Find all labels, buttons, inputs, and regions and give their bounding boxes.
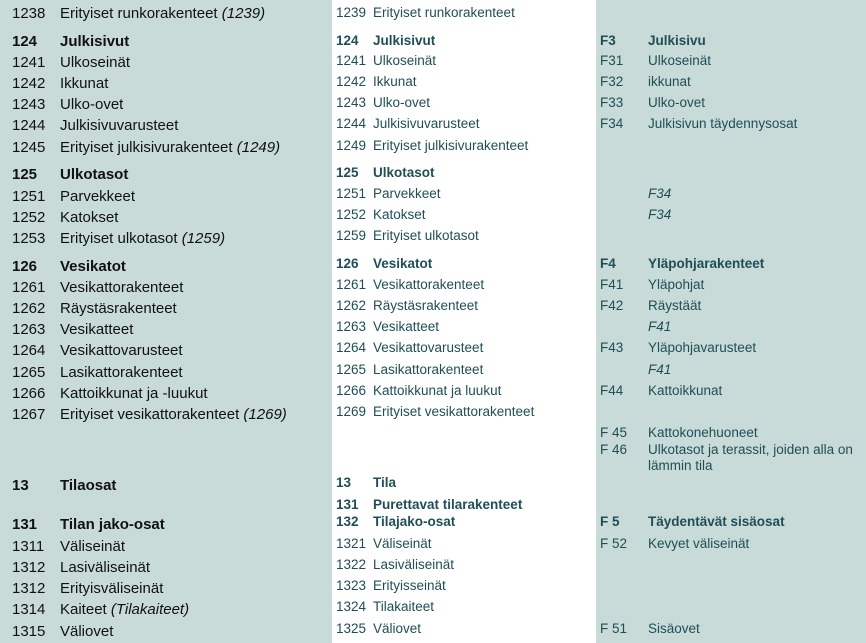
row-code: 1315: [12, 623, 46, 640]
row-label: Kattoikkunat: [648, 383, 723, 398]
row-code: 1263: [336, 319, 367, 334]
row-label: Erityiset runkorakenteet (1239): [60, 5, 266, 22]
row-label: Yläpohjavarusteet: [648, 340, 757, 355]
row-code: F31: [600, 53, 624, 68]
row-code: F 5: [600, 514, 620, 529]
row-code: 1251: [12, 188, 46, 205]
row-code: F32: [600, 74, 624, 89]
row-label: Sisäovet: [648, 621, 700, 636]
row-code: F44: [600, 383, 624, 398]
row-label: Vesikatteet: [373, 319, 440, 334]
row-label: Ulkoseinät: [648, 53, 712, 68]
row-code: 1311: [12, 538, 45, 555]
row-label: Kattoikkunat ja -luukut: [60, 385, 208, 402]
row-note: (1249): [232, 139, 281, 156]
row-label: Väliovet: [60, 623, 114, 640]
row-label: Erityiset vesikattorakenteet: [373, 404, 535, 419]
row-label: Katokset: [373, 207, 426, 222]
row-label: Vesikatot: [60, 258, 126, 275]
row-code: 132: [336, 514, 359, 529]
row-label: Ulkoseinät: [60, 54, 131, 71]
row-label: Yläpohjarakenteet: [648, 256, 765, 271]
row-label: Erityiset julkisivurakenteet: [373, 138, 529, 153]
row-code: 1241: [12, 54, 46, 71]
row-code: 1249: [336, 138, 367, 153]
row-code: 1264: [12, 342, 46, 359]
row-code: F 45: [600, 425, 628, 440]
row-label: Julkisivuvarusteet: [373, 116, 480, 131]
row-label: F41: [648, 319, 672, 334]
row-label: Kaiteet (Tilakaiteet): [60, 601, 190, 618]
row-code: 1242: [336, 74, 367, 89]
row-label: Räystäät: [648, 298, 702, 313]
row-code: 1244: [12, 117, 46, 134]
row-code: 1312: [12, 580, 46, 597]
row-code: 13: [336, 475, 352, 490]
row-code: 1261: [336, 277, 367, 292]
column-original-codes: [0, 0, 332, 643]
row-label: Erityisväliseinät: [60, 580, 164, 597]
row-code: 1325: [336, 621, 367, 636]
row-note: (1269): [239, 406, 287, 423]
row-label: Ikkunat: [60, 75, 109, 92]
row-code: 1252: [336, 207, 367, 222]
row-label: Tilajako-osat: [373, 514, 456, 529]
row-code: 1253: [12, 230, 46, 247]
row-code: F34: [600, 116, 624, 131]
row-label: Erityisseinät: [373, 578, 446, 593]
row-code: 124: [336, 33, 359, 48]
row-label: Ulkotasot ja terassit, joiden alla on: [648, 442, 853, 457]
row-label: Erityiset runkorakenteet: [373, 5, 515, 20]
row-label: F41: [648, 362, 672, 377]
row-label: Erityiset ulkotasot (1259): [60, 230, 226, 247]
row-label: Väliseinät: [373, 536, 432, 551]
row-code: F42: [600, 298, 624, 313]
row-label: Vesikatteet: [60, 321, 134, 338]
row-code: 1312: [12, 559, 46, 576]
row-code: 125: [12, 166, 38, 183]
row-label: Julkisivut: [373, 33, 436, 48]
row-code: 1323: [336, 578, 367, 593]
row-code: 1265: [12, 364, 46, 381]
row-code: 1263: [12, 321, 46, 338]
row-code: 1314: [12, 601, 46, 618]
row-code: 1251: [336, 186, 367, 201]
row-label: Ikkunat: [373, 74, 417, 89]
row-code: F33: [600, 95, 624, 110]
row-label: Väliovet: [373, 621, 422, 636]
row-code: 1242: [12, 75, 46, 92]
column-renovation-codes: [332, 0, 596, 643]
row-code: F 51: [600, 621, 628, 636]
row-code: 1322: [336, 557, 367, 572]
row-label: Tilaosat: [60, 477, 117, 494]
row-label: Ulko-ovet: [60, 96, 124, 113]
row-label: Lasikattorakenteet: [373, 362, 484, 377]
row-label: Vesikattovarusteet: [60, 342, 183, 359]
row-label: F34: [648, 207, 672, 222]
row-label: Erityiset julkisivurakenteet (1249): [60, 139, 281, 156]
row-label: Lasiväliseinät: [373, 557, 455, 572]
row-label: Ulkotasot: [60, 166, 129, 183]
row-label: Vesikattorakenteet: [60, 279, 184, 296]
row-label: lämmin tila: [648, 458, 713, 473]
row-code: 1238: [12, 5, 46, 22]
row-label: ikkunat: [648, 74, 691, 89]
row-label: Väliseinät: [60, 538, 126, 555]
row-code: 1259: [336, 228, 367, 243]
row-code: F3: [600, 33, 616, 48]
row-code: 1252: [12, 209, 46, 226]
row-code: 131: [12, 516, 38, 533]
row-code: 1244: [336, 116, 367, 131]
row-label: Katokset: [60, 209, 119, 226]
row-code: 1243: [336, 95, 367, 110]
row-label: Julkisivut: [60, 33, 130, 50]
row-code: 126: [336, 256, 359, 271]
row-label: Kattokonehuoneet: [648, 425, 758, 440]
row-label: Tilakaiteet: [373, 599, 435, 614]
column-f-codes: [596, 0, 866, 643]
row-label: Räystäsrakenteet: [60, 300, 177, 317]
row-label: Parvekkeet: [60, 188, 136, 205]
row-label: Erityiset ulkotasot: [373, 228, 479, 243]
row-label: Julkisivu: [648, 33, 706, 48]
row-label: F34: [648, 186, 672, 201]
row-code: 131: [336, 497, 359, 512]
row-label: Purettavat tilarakenteet: [373, 497, 523, 512]
row-label: Täydentävät sisäosat: [648, 514, 785, 529]
row-label: Tilan jako-osat: [60, 516, 165, 533]
row-code: 1262: [336, 298, 367, 313]
row-label: Julkisivun täydennysosat: [648, 116, 798, 131]
row-label: Räystäsrakenteet: [373, 298, 479, 313]
row-label: Vesikatot: [373, 256, 433, 271]
row-note: (1259): [177, 230, 226, 247]
row-label: Kattoikkunat ja luukut: [373, 383, 502, 398]
row-label: Parvekkeet: [373, 186, 441, 201]
row-code: 13: [12, 477, 29, 494]
row-code: 126: [12, 258, 38, 275]
row-label: Ulkoseinät: [373, 53, 437, 68]
row-label: Yläpohjat: [648, 277, 705, 292]
row-code: 1266: [336, 383, 367, 398]
row-label: Lasiväliseinät: [60, 559, 151, 576]
row-label: Ulko-ovet: [648, 95, 706, 110]
row-label: Vesikattovarusteet: [373, 340, 484, 355]
row-code: F41: [600, 277, 624, 292]
row-label: Ulkotasot: [373, 165, 435, 180]
row-code: 1324: [336, 599, 367, 614]
row-note: (1239): [217, 5, 266, 22]
row-code: 125: [336, 165, 359, 180]
row-code: 1262: [12, 300, 46, 317]
row-code: 1265: [336, 362, 367, 377]
row-code: F43: [600, 340, 624, 355]
row-note: (Tilakaiteet): [106, 601, 190, 618]
row-code: 1261: [12, 279, 46, 296]
row-label: Lasikattorakenteet: [60, 364, 183, 381]
row-label: Erityiset vesikattorakenteet (1269): [60, 406, 287, 423]
row-label: Ulko-ovet: [373, 95, 431, 110]
row-code: F 52: [600, 536, 628, 551]
row-label: Tila: [373, 475, 397, 490]
row-code: 1266: [12, 385, 46, 402]
row-code: 1321: [336, 536, 367, 551]
row-label: Julkisivuvarusteet: [60, 117, 179, 134]
row-code: 124: [12, 33, 38, 50]
row-code: 1269: [336, 404, 367, 419]
row-code: 1239: [336, 5, 367, 20]
row-code: F4: [600, 256, 616, 271]
row-code: 1243: [12, 96, 46, 113]
row-code: 1245: [12, 139, 46, 156]
row-code: 1264: [336, 340, 367, 355]
row-code: 1267: [12, 406, 46, 423]
row-label: Vesikattorakenteet: [373, 277, 485, 292]
row-label: Kevyet väliseinät: [648, 536, 750, 551]
row-code: 1241: [336, 53, 367, 68]
row-code: F 46: [600, 442, 628, 457]
